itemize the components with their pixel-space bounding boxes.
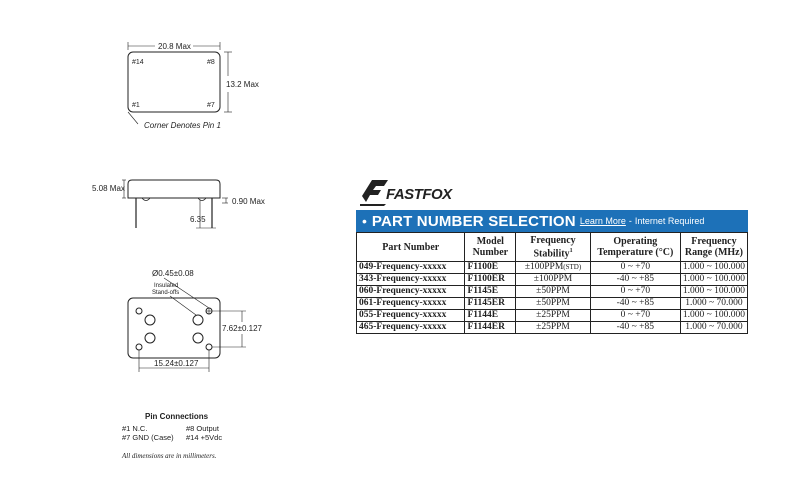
learn-more-link[interactable]: Learn More [579, 216, 626, 226]
temperature-cell: 0 ~ +70 [590, 262, 680, 274]
table-header-row [357, 233, 748, 262]
pin-hole [136, 308, 142, 314]
dimensions-footnote: All dimensions are in millimeters. [122, 452, 217, 460]
side-view-body [128, 180, 220, 198]
pin-connection-item: #14 +5Vdc [186, 433, 223, 442]
stability-cell: ±50PPM [516, 298, 591, 310]
top-height-label: 13.2 Max [226, 80, 259, 89]
range-cell: 1.000 ~ 100.000 [680, 262, 747, 274]
part-number-table [356, 232, 748, 334]
header-frequency-range: Frequency Range (MHz) [680, 233, 747, 262]
pin-hole [206, 344, 212, 350]
top-view [128, 42, 232, 124]
table-row [357, 262, 748, 274]
pin7-label: #7 [207, 102, 215, 109]
stability-cell: ±25PPM [516, 322, 591, 334]
pin-connections-title: Pin Connections [145, 412, 209, 421]
top-width-label: 20.8 Max [158, 42, 191, 51]
range-cell: 1.000 ~ 70.000 [680, 298, 747, 310]
table-row [357, 298, 748, 310]
stability-cell: ±100PPM [516, 274, 591, 286]
model-cell: F1100E [465, 262, 516, 274]
pin-connection-item: #7 GND (Case) [122, 433, 174, 442]
banner-separator: - [628, 216, 632, 226]
model-cell: F1145E [465, 286, 516, 298]
stability-cell: ±100PPM(STD) [516, 262, 591, 274]
header-operating-temperature: Operating Temperature (°C) [590, 233, 680, 262]
insulated-note: Insulated [154, 283, 179, 289]
range-cell: 1.000 ~ 100.000 [680, 274, 747, 286]
pin-connection-item: #1 N.C. [122, 424, 148, 433]
corner-note: Corner Denotes Pin 1 [144, 121, 221, 130]
hole-diameter-label: Ø0.45±0.08 [152, 269, 194, 278]
temperature-cell: -40 ~ +85 [590, 274, 680, 286]
standoff [193, 333, 203, 343]
part-number-cell: 049-Frequency-xxxxx [357, 262, 465, 274]
header-part-number: Part Number [357, 233, 465, 262]
range-cell: 1.000 ~ 70.000 [680, 322, 747, 334]
temperature-cell: -40 ~ +85 [590, 322, 680, 334]
temperature-cell: -40 ~ +85 [590, 298, 680, 310]
header-frequency-stability: Frequency Stability$^1$ [516, 233, 591, 262]
standoff [193, 315, 203, 325]
model-cell: F1144ER [465, 322, 516, 334]
part-number-cell: 343-Frequency-xxxxx [357, 274, 465, 286]
pin-connection-item: #8 Output [186, 424, 219, 433]
stability-cell: ±25PPM [516, 310, 591, 322]
table-row [357, 322, 748, 334]
pin-connections-list [122, 424, 256, 442]
brand-name: FASTFOX [386, 186, 452, 203]
standoff [145, 315, 155, 325]
header-model-number: Model Number [465, 233, 516, 262]
model-cell: F1100ER [465, 274, 516, 286]
horizontal-spacing-label: 15.24±0.127 [154, 359, 199, 368]
model-cell: F1144E [465, 310, 516, 322]
pin14-label: #14 [132, 59, 144, 66]
standoffs-note: Stand-offs [152, 290, 180, 296]
standoff [145, 333, 155, 343]
temperature-cell: 0 ~ +70 [590, 310, 680, 322]
vertical-spacing-label: 7.62±0.127 [222, 324, 262, 333]
side-view [122, 180, 228, 228]
part-number-cell: 465-Frequency-xxxxx [357, 322, 465, 334]
table-row [357, 274, 748, 286]
banner-title: PART NUMBER SELECTION [371, 212, 576, 230]
range-cell: 1.000 ~ 100.000 [680, 310, 747, 322]
part-number-banner [356, 210, 748, 232]
pin8-label: #8 [207, 59, 215, 66]
range-cell: 1.000 ~ 100.000 [680, 286, 747, 298]
internet-required-note: Internet Required [634, 216, 705, 226]
standoff-label: 0.90 Max [232, 197, 265, 206]
fox-logo-icon [360, 180, 388, 206]
pin1-label: #1 [132, 102, 140, 109]
pin-hole [136, 344, 142, 350]
stability-cell: ±50PPM [516, 286, 591, 298]
pin-length-label: 6.35 [190, 215, 206, 224]
part-number-cell: 055-Frequency-xxxxx [357, 310, 465, 322]
model-cell: F1145ER [465, 298, 516, 310]
part-number-cell: 060-Frequency-xxxxx [357, 286, 465, 298]
banner-bullet: • [362, 213, 367, 229]
table-row [357, 310, 748, 322]
part-number-cell: 061-Frequency-xxxxx [357, 298, 465, 310]
temperature-cell: 0 ~ +70 [590, 286, 680, 298]
side-height-label: 5.08 Max [92, 184, 125, 193]
table-row [357, 286, 748, 298]
